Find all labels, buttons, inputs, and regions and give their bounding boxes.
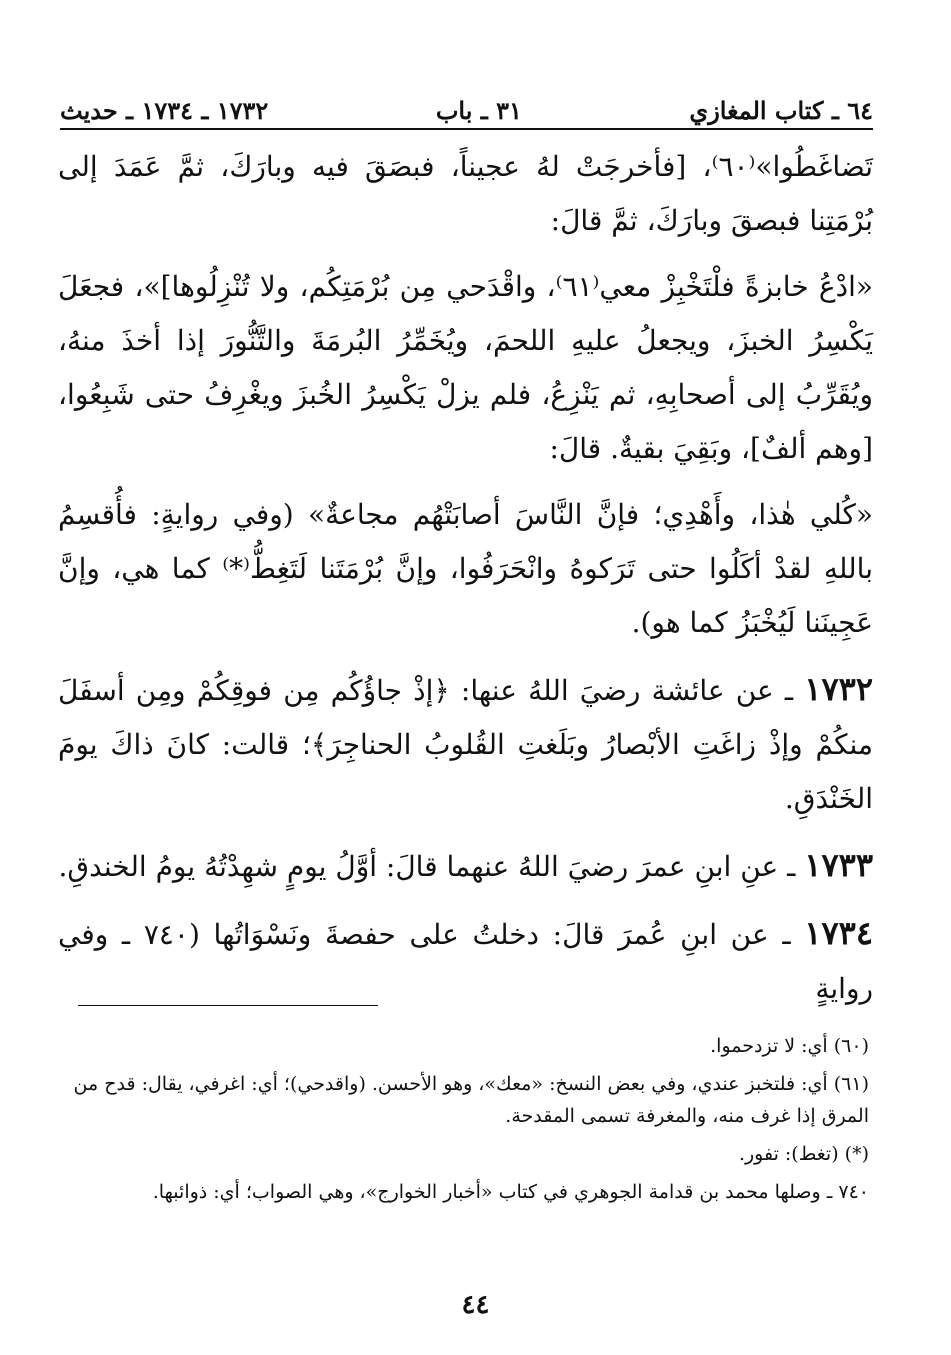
hadith-number: ١٧٣٤ <box>804 914 874 952</box>
hadith-text: ـ عن عائشة رضيَ اللهُ عنها: ﴿إذْ جاؤُكُم مِن فوقِكُمْ ومِن أسفَلَ منكُمْ وإذْ زاغَتِ الأبْصارُ وبَلَغتِ القُلوبُ الحناجِرَ﴾؛ قالت: كانَ ذاكَ يومَ الخَنْدَقِ. <box>58 674 873 815</box>
hadith-number: ١٧٣٣ <box>804 846 873 884</box>
header-hadith-range: ١٧٣٢ ـ ١٧٣٤ ـ حديث <box>60 96 269 125</box>
paragraph-1: تَضاغَطُوا»⁽٦٠⁾، [فأخرجَتْ لهُ عجيناً، فبصَقَ فيه وبارَكَ، ثمَّ عَمَدَ إلى بُرْمَتِنا فبصقَ وبارَكَ، ثمَّ قالَ: <box>58 150 873 237</box>
footnote-divider <box>78 1005 378 1006</box>
footnotes <box>60 1030 869 1214</box>
footnote-60: (٦٠) أي: لا تزدحموا. <box>710 1035 869 1057</box>
footnote-740: ٧٤٠ ـ وصلها محمد بن قدامة الجوهري في كتاب «أخبار الخوارج»، وهي الصواب؛ أي: ذوائبها. <box>152 1181 869 1203</box>
footnote-star: (*) (تغط): تفور. <box>738 1143 869 1165</box>
hadith-number: ١٧٣٢ <box>804 670 873 708</box>
main-text <box>58 140 873 1028</box>
paragraph-3: «كُلي هٰذا، وأَهْدِي؛ فإنَّ النَّاسَ أصابَتْهُم مجاعةٌ» (وفي روايةٍ: فأُقسِمُ باللهِ لقدْ أكَلُوا حتى تَرَكوهُ وانْحَرَفُوا، وإنَّ بُرْمَتَنا لَتَغِطُّ⁽*⁾ كما هي، وإنَّ عَجِينَنا لَيُخْبَزُ كما هو). <box>58 498 873 639</box>
header-chapter: ٦٤ ـ كتاب المغازي <box>689 96 873 125</box>
footnote-61: (٦١) أي: فلتخبز عندي، وفي بعض النسخ: «معك»، وهو الأحسن. (واقدحي)؛ أي: اغرفي، يقال: قدح من المرق إذا غرف منه، والمغرفة تسمى المقدحة. <box>73 1073 869 1127</box>
hadith-1732 <box>58 662 873 826</box>
header-section: ٣١ ـ باب <box>435 96 522 125</box>
hadith-1734 <box>58 906 873 1016</box>
page-number: ٤٤ <box>461 1290 490 1320</box>
hadith-1733 <box>58 838 873 894</box>
hadith-text: ـ عن ابنِ عُمرَ قالَ: دخلتُ على حفصةَ ونَسْوَاتُها (٧٤٠ ـ وفي روايةٍ <box>58 918 873 1005</box>
hadith-text: ـ عنِ ابنِ عمرَ رضيَ اللهُ عنهما قالَ: أوَّلُ يومٍ شهِدْتُهُ يومُ الخندقِ. <box>58 850 805 883</box>
header-divider <box>60 128 873 130</box>
running-header <box>60 85 873 125</box>
paragraph-2: «ادْعُ خابزةً فلْتَخْبِزْ معي⁽٦١⁾، واقْدَحي مِن بُرْمَتِكُم، ولا تُنْزِلُوها]»، فجعَلَ يَكْسِرُ الخبزَ، ويجعلُ عليهِ اللحمَ، ويُخَمِّرُ البُرمَةَ والتَّنُّورَ إذا أخذَ منهُ، ويُقَرِّبُ إلى أصحابِهِ، ثم يَنْزِعُ، فلم يزلْ يَكْسِرُ الخُبزَ ويغْرِفُ حتى شَبِعُوا، [وهم ألفٌ]، وبَقِيَ بقيةٌ. قالَ: <box>58 270 873 465</box>
